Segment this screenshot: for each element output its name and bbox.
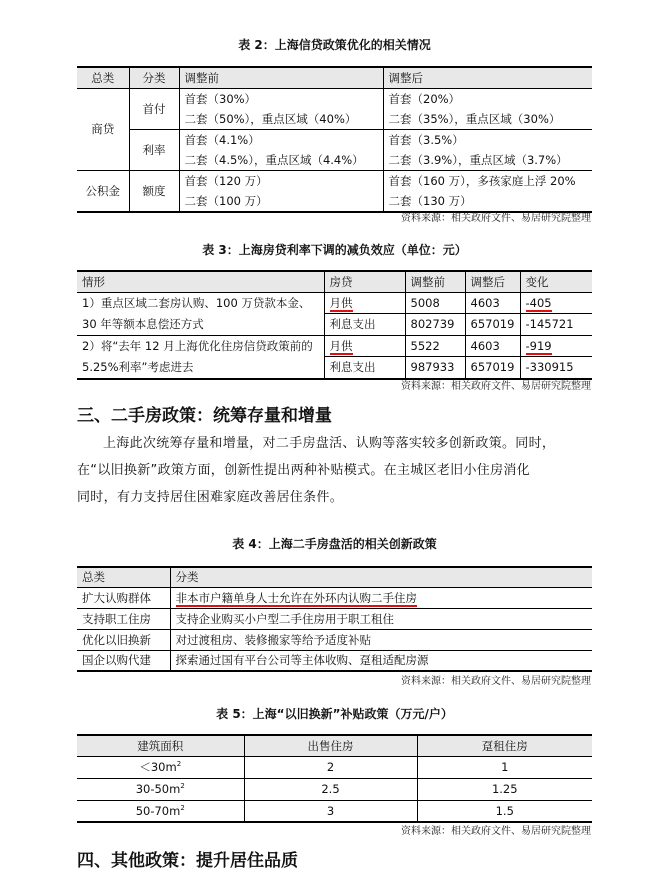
t2-source: 资料来源：相关政府文件、易居研究院整理 bbox=[401, 213, 591, 224]
t3-r2-b-after: 657019 bbox=[465, 357, 520, 379]
t4-r4-desc: 探索通过国有平台公司等主体收购、趸租适配房源 bbox=[170, 650, 592, 671]
t3-r1-b-label: 利息支出 bbox=[324, 314, 405, 336]
table5-caption: 表 5：上海“以旧换新”补贴政策（万元/户） bbox=[216, 707, 453, 721]
t5-r2-area: $30-50m^2$ bbox=[135, 782, 185, 796]
t4-r1-cat: 扩大认购群体 bbox=[82, 590, 151, 605]
table4 bbox=[77, 566, 592, 672]
t5-r1-rent: 1 bbox=[417, 756, 592, 778]
table3-caption: 表 3：上海房贷利率下调的减负效应（单位：元） bbox=[202, 243, 467, 257]
t4-r4-cat: 国企以购代建 bbox=[82, 653, 151, 668]
t3-header-qingxing: 情形 bbox=[82, 274, 105, 289]
t3-header-change: 变化 bbox=[520, 271, 592, 292]
t5-r2-rent: 1.25 bbox=[417, 778, 592, 800]
section3-para-line3: 同时，有力支持居住困难家庭改善居住条件。 bbox=[77, 490, 344, 505]
t2-edu-before: 首套（120 万） 二套（100 万） bbox=[179, 170, 383, 212]
t2-header-after: 调整后 bbox=[383, 67, 592, 88]
t3-r2-b-before: 987933 bbox=[405, 357, 465, 379]
t3-r2-a-before: 5522 bbox=[405, 335, 465, 357]
t3-r2-a-change: -919 bbox=[520, 335, 592, 357]
t5-header-rent: 趸租住房 bbox=[417, 735, 592, 756]
t5-r2-sell: 2.5 bbox=[244, 778, 417, 800]
t3-scenario-2: 2）将“去年 12 月上海优化住房信贷政策前的 5.25%利率”考虑进去 bbox=[77, 335, 324, 379]
table5 bbox=[77, 734, 592, 823]
t2-gjj: 公积金 bbox=[85, 183, 120, 198]
t3-r1-b-after: 657019 bbox=[465, 314, 520, 336]
t3-scenario-1: 1）重点区域二套房认购、100 万贷款本金、30 年等额本息偿还方式 bbox=[77, 292, 324, 335]
t4-source: 资料来源：相关政府文件、易居研究院整理 bbox=[401, 676, 591, 687]
t4-header-fenlei: 分类 bbox=[170, 567, 592, 587]
t5-r1-sell: 2 bbox=[244, 756, 417, 778]
t3-r2-a-label: 月供 bbox=[324, 335, 405, 357]
t2-edu: 额度 bbox=[129, 170, 179, 212]
table2-caption: 表 2：上海信贷政策优化的相关情况 bbox=[238, 38, 431, 52]
t3-r2-b-change: -330915 bbox=[520, 357, 592, 379]
t2-shangdai: 商贷 bbox=[77, 88, 129, 170]
t4-r3-cat: 优化以旧换新 bbox=[82, 632, 151, 647]
t4-r2-cat: 支持职工住房 bbox=[82, 611, 151, 626]
t3-r1-b-before: 802739 bbox=[405, 314, 465, 336]
t5-r3-sell: 3 bbox=[244, 800, 417, 822]
t4-r1-desc: 非本市户籍单身人士允许在外环内认购二手住房 bbox=[170, 587, 592, 608]
t2-shoufu-before: 首套（30%） 二套（50%），重点区域（40%） bbox=[179, 88, 383, 129]
t2-lilv-before: 首套（4.1%） 二套（4.5%），重点区域（4.4%） bbox=[179, 129, 383, 170]
t2-header-zonglei: 总类 bbox=[91, 70, 115, 85]
section3-title: 三、二手房政策：统筹存量和增量 bbox=[77, 406, 332, 426]
section4-title: 四、其他政策：提升居住品质 bbox=[77, 851, 298, 871]
t3-r1-a-label: 月供 bbox=[324, 292, 405, 314]
t5-source: 资料来源：相关政府文件、易居研究院整理 bbox=[401, 826, 591, 837]
t3-header-before: 调整前 bbox=[405, 271, 465, 292]
t3-header-after: 调整后 bbox=[465, 271, 520, 292]
t2-lilv: 利率 bbox=[129, 129, 179, 170]
t3-source: 资料来源：相关政府文件、易居研究院整理 bbox=[401, 381, 591, 392]
t3-r1-a-after: 4603 bbox=[465, 292, 520, 314]
t2-edu-after: 首套（160 万），多孩家庭上浮 20% 二套（130 万） bbox=[383, 170, 592, 212]
t5-header-sell: 出售住房 bbox=[244, 735, 417, 756]
t2-header-before: 调整前 bbox=[179, 67, 383, 88]
t5-r3-area: $50-70m^2$ bbox=[135, 803, 185, 818]
table3 bbox=[77, 270, 592, 380]
t3-r1-b-change: -145721 bbox=[520, 314, 592, 336]
t4-header-zonglei: 总类 bbox=[82, 570, 105, 585]
t3-r1-a-before: 5008 bbox=[405, 292, 465, 314]
t3-r2-b-label: 利息支出 bbox=[324, 357, 405, 379]
t4-r2-desc: 支持企业购买小户型二手住房用于职工租住 bbox=[170, 608, 592, 629]
t5-r3-rent: 1.5 bbox=[417, 800, 592, 822]
t3-r2-a-after: 4603 bbox=[465, 335, 520, 357]
t2-header-fenlei: 分类 bbox=[129, 67, 179, 88]
section3-para-line1: 上海此次统筹存量和增量，对二手房盘活、认购等落实较多创新政策。同时， bbox=[103, 436, 556, 451]
t3-header-fangdai: 房贷 bbox=[324, 271, 405, 292]
t2-shoufu-after: 首套（20%） 二套（35%），重点区域（30%） bbox=[383, 88, 592, 129]
t3-r1-a-change: -405 bbox=[520, 292, 592, 314]
table2 bbox=[77, 66, 592, 213]
t2-shoufu: 首付 bbox=[129, 88, 179, 129]
t2-lilv-after: 首套（3.5%） 二套（3.9%），重点区域（3.7%） bbox=[383, 129, 592, 170]
section3-para-line2: 在“以旧换新”政策方面，创新性提出两种补贴模式。在主城区老旧小住房消化 bbox=[77, 463, 530, 478]
t4-r3-desc: 对过渡租房、装修搬家等给予适度补贴 bbox=[170, 629, 592, 650]
t5-r1-area: $<30m^2$ bbox=[139, 760, 182, 774]
t5-header-area: 建筑面积 bbox=[137, 738, 184, 753]
table4-caption: 表 4：上海二手房盘活的相关创新政策 bbox=[232, 537, 437, 551]
